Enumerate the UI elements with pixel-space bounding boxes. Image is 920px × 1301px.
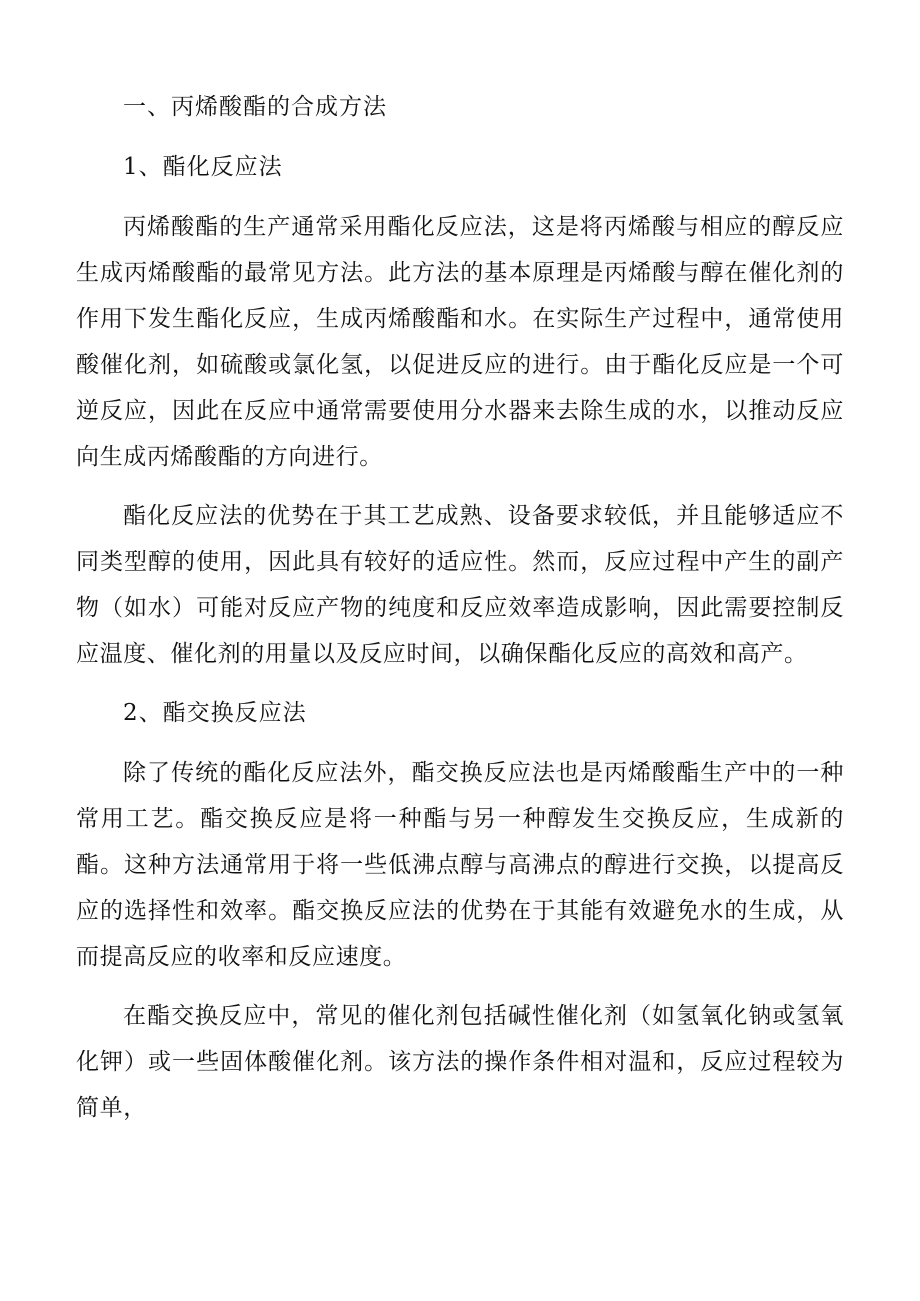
paragraph: 除了传统的酯化反应法外，酯交换反应法也是丙烯酸酯生产中的一种常用工艺。酯交换反应是将一种酯与另一种醇发生交换反应，生成新的酯。这种方法通常用于将一些低沸点醇与高沸点的醇进行交换，以提高反应的选择性和效率。酯交换反应法的优势在于其能有效避免水的生成，从而提高反应的收率和反应速度。 [76,760,844,970]
section-title: 一、丙烯酸酯的合成方法 [123,94,387,120]
document-body [76,84,844,1144]
subsection-title-esterification: 1、酯化反应法 [123,154,283,180]
paragraph: 酯化反应法的优势在于其工艺成熟、设备要求较低，并且能够适应不同类型醇的使用，因此具有较好的适应性。然而，反应过程中产生的副产物（如水）可能对反应产物的纯度和反应效率造成影响，因此需要控制反应温度、催化剂的用量以及反应时间，以确保酯化反应的高效和高产。 [76,503,844,667]
paragraph: 在酯交换反应中，常见的催化剂包括碱性催化剂（如氢氧化钠或氢氧化钾）或一些固体酸催化剂。该方法的操作条件相对温和，反应过程较为简单， [76,1003,844,1121]
subsection-title-transesterification: 2、酯交换反应法 [123,700,307,726]
paragraph: 丙烯酸酯的生产通常采用酯化反应法，这是将丙烯酸与相应的醇反应生成丙烯酸酯的最常见方法。此方法的基本原理是丙烯酸与醇在催化剂的作用下发生酯化反应，生成丙烯酸酯和水。在实际生产过程中，通常使用酸催化剂，如硫酸或氯化氢，以促进反应的进行。由于酯化反应是一个可逆反应，因此在反应中通常需要使用分水器来去除生成的水，以推动反应向生成丙烯酸酯的方向进行。 [76,214,844,470]
